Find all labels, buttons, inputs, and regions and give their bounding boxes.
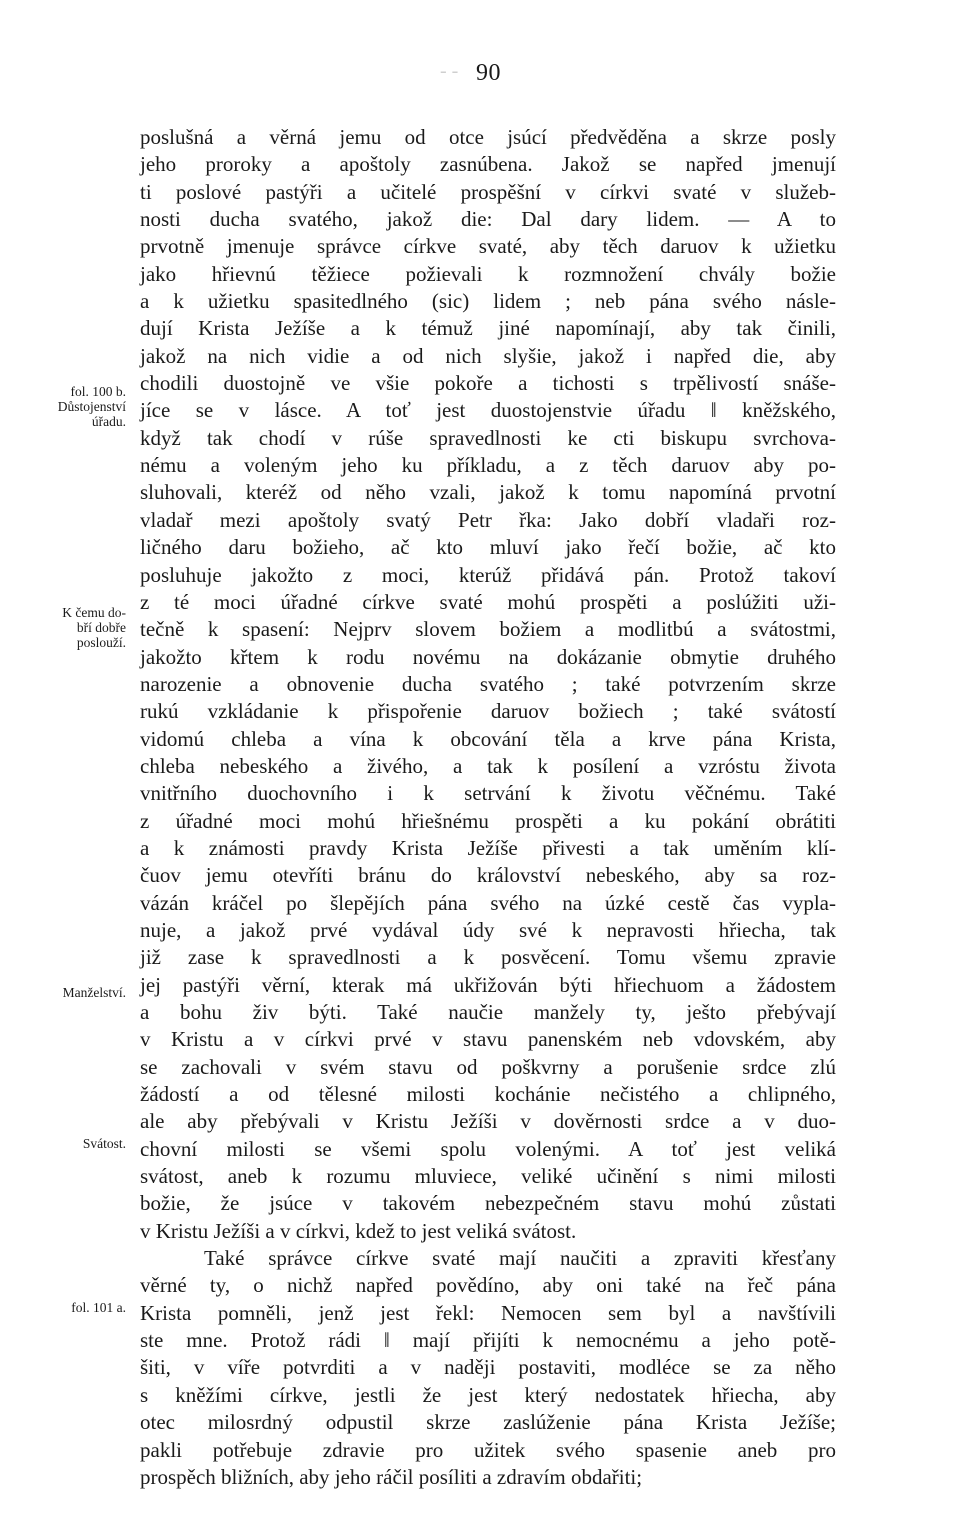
text-line: ste mne. Protož rádi ‖ mají přijíti k nemocnému a jeho potě- — [140, 1328, 836, 1353]
text-line: jakožto křtem k rodu novému na dokázanie obmytie druhého — [140, 644, 836, 669]
margin-note-dustojenstvi — [10, 384, 126, 429]
margin-note-line: Manželství. — [62, 985, 126, 1000]
text-line: a k užietku spasitedlného (sic) lidem ; neb pána svého násle- — [140, 289, 836, 314]
text-line: poslušná a věrná jemu od otce jsúcí předvěděna a skrze posly — [140, 125, 836, 149]
text-line: v Kristu Ježíši a v církvi, kdež to jest veliká svátost. — [140, 1218, 577, 1243]
page-number: 90 — [476, 60, 501, 86]
text-line: nému a voleným jeho ku příkladu, a z těch daruov aby po- — [140, 453, 836, 478]
margin-note-line: fol. 101 a. — [71, 1300, 126, 1315]
margin-note-fol-101a — [10, 1300, 126, 1315]
text-line: vázán kráčel po šlepějích pána svého na úzké cestě čas vypla- — [140, 890, 836, 915]
text-line: nuje, a jakož prvé vydával údy své k nepravosti hřiecha, tak — [140, 917, 836, 942]
text-line: ale aby přebývali v Kristu Ježíši v dověrnosti srdce a v duo- — [140, 1109, 836, 1134]
text-line: ličného daru božieho, ač kto mluví jako řečí božie, ač kto — [140, 535, 836, 560]
margin-note-line: Důstojenství — [57, 399, 126, 414]
body-text — [140, 124, 836, 1491]
text-line: nosti ducha svatého, jakož die: Dal dary lidem. — A to — [140, 207, 836, 232]
text-line: již zase k spravedlnosti a k posvěcení. Tomu všemu zpravie — [140, 945, 836, 970]
text-line: s kněžími církve, jestli že jest který nedostatek hřiecha, aby — [140, 1382, 836, 1407]
margin-note-line: fol. 100 b. — [70, 384, 126, 399]
text-line: chodili duostojně ve všie pokoře a tichosti s trpělivostí snáše- — [140, 371, 836, 396]
text-line: a k známosti pravdy Krista Ježíše přivesti a tak uměním klí- — [140, 835, 836, 860]
text-line: z úřadné moci mohú hřiešnému prospěti a ku pokání obrátiti — [140, 808, 836, 833]
text-line: v Kristu a v církvi prvé v stavu panenském neb vdovském, aby — [140, 1027, 836, 1052]
text-line: jako hřievnú těžiece požievali k rozmnožení chvály božie — [140, 261, 836, 286]
margin-note-k-cemu — [10, 605, 126, 650]
text-line: sluhovali, kteréž od něho vzali, jakož k tomu napomíná prvotní — [140, 480, 836, 505]
text-line: chleba nebeského a živého, a tak k posílení a vzróstu života — [140, 753, 836, 778]
text-line: věrné ty, o nichž napřed povědíno, aby oni také na řeč pána — [140, 1273, 836, 1298]
text-line: prospěch bližních, aby jeho ráčil posíliti a zdravím obdařiti; — [140, 1464, 643, 1489]
text-line: otec milosrdný odpustil skrze zaslúženie pána Krista Ježíše; — [140, 1410, 836, 1435]
text-line: ti poslové pastýři a učitelé prospěšní v církvi svaté v služeb- — [140, 179, 836, 204]
margin-note-manzelstvi — [10, 985, 126, 1000]
page-number-dashes: - - — [440, 60, 459, 82]
text-line: se zachovali v svém stavu od poškvrny a porušenie srdce zlú — [140, 1054, 836, 1079]
text-line: jíce se v lásce. A toť jest duostojenstvie úřadu ‖ kněžského, — [140, 398, 836, 423]
margin-note-line: K čemu do- — [62, 605, 126, 620]
text-line: vidomú chleba a vína k obcování těla a krve pána Krista, — [140, 726, 836, 751]
text-line: čuov jemu otevříti bránu do království nebeského, aby sa roz- — [140, 863, 836, 888]
text-line: vladař mezi apoštoly svatý Petr řka: Jako dobří vladaři roz- — [140, 507, 836, 532]
text-line: vnitřního duochovního i k setrvání k životu věčnému. Také — [140, 781, 836, 806]
text-line: Krista pomněli, jenž jest řekl: Nemocen sem byl a navštívili — [140, 1300, 836, 1325]
margin-note-svatost — [10, 1136, 126, 1151]
text-line: prvotně jmenuje správce církve svaté, aby těch daruov k užietku — [140, 234, 836, 259]
text-line: jej pastýři věrní, kterak má ukřižován býti hřiechuom a žádostem — [140, 972, 836, 997]
text-line: narozenie a obnovenie ducha svatého ; také potvrzením skrze — [140, 671, 836, 696]
margin-note-line: Svátost. — [82, 1136, 126, 1151]
text-line: posluhuje jakožto z moci, kterúž přidává pán. Protož takoví — [140, 562, 836, 587]
margin-note-line: bří dobře — [76, 620, 126, 635]
text-line: pakli potřebuje zdravie pro užitek svého spasenie aneb pro — [140, 1437, 836, 1462]
text-line: Také správce církve svaté mají naučiti a zpraviti křesťany — [204, 1246, 836, 1271]
text-line: dují Krista Ježíše a k témuž jiné napomínají, aby tak činili, — [140, 316, 836, 341]
text-line: když tak chodí v rúše spravedlnosti ke cti biskupu svrchova- — [140, 425, 836, 450]
text-line: tečně k spasení: Nejprv slovem božiem a modlitbú a svátostmi, — [140, 617, 836, 642]
text-line: jeho proroky a apoštoly zasnúbena. Jakož se napřed jmenují — [140, 152, 836, 177]
margin-note-line: poslouží. — [76, 635, 126, 650]
text-line: chovní milosti se všemi spolu volenými. A toť jest veliká — [140, 1136, 836, 1161]
text-line: rukú vzkládanie k přispořenie daruov božiech ; také svátostí — [140, 699, 836, 724]
text-line: žádostí a od tělesné milosti kochánie nečistého a chlipného, — [140, 1082, 836, 1107]
text-line: z té moci úřadné církve svaté mohú prospěti a poslúžiti uži- — [140, 589, 836, 614]
text-line: jakož na nich vidie a od nich slyšie, jakož i napřed die, aby — [140, 343, 836, 368]
text-line: šiti, v víře potvrditi a v naději postaviti, modléce se za něho — [140, 1355, 836, 1380]
margin-note-line: úřadu. — [91, 414, 126, 429]
text-line: svátost, aneb k rozumu mluviece, veliké učinění s nimi milosti — [140, 1164, 836, 1189]
text-line: a bohu živ býti. Také naučie manžely ty, ješto přebývají — [140, 1000, 836, 1024]
text-line: božie, že jsúce v takovém nebezpečném stavu mohú zůstati — [140, 1191, 836, 1216]
